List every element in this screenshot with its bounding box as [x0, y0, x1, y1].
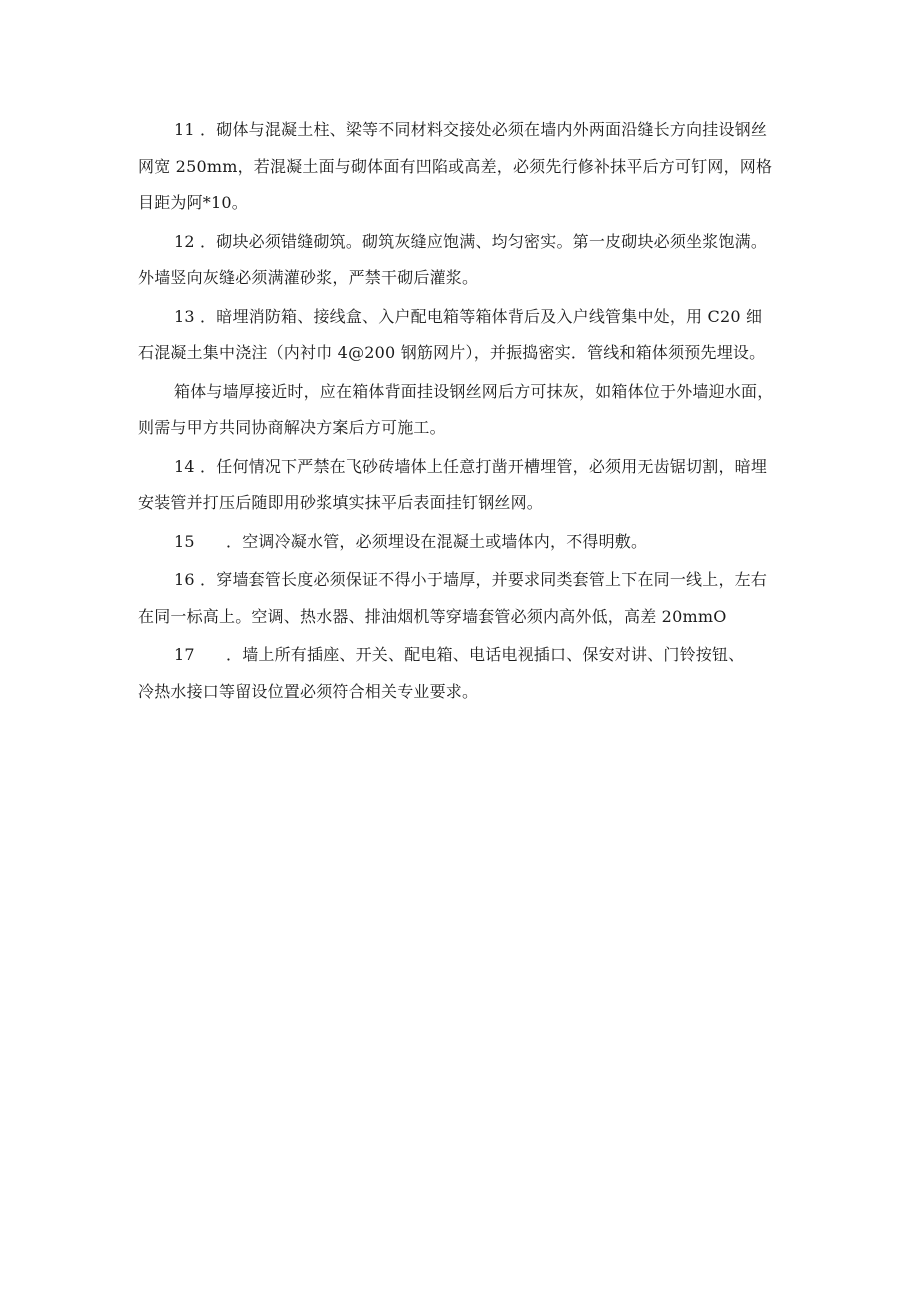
- paragraph-line: 安装管并打压后随即用砂浆填实抹平后表面挂钉钢丝网。: [138, 493, 544, 512]
- item-number: 14: [174, 456, 195, 476]
- line-text: ．任何情况下严禁在飞砂砖墙体上任意打凿开槽埋管，必须用无齿锯切割，暗埋: [194, 456, 768, 476]
- line-text: ．穿墙套管长度必须保证不得小于墙厚，并要求同类套管上下在同一线上，左右: [194, 570, 768, 589]
- paragraph-line: [138, 562, 798, 599]
- paragraph-12: [138, 224, 798, 297]
- line-text: ．空调冷凝水管，必须埋设在混凝土或墙体内，不得明敷。: [226, 531, 648, 551]
- paragraph-line: [138, 637, 798, 674]
- item-number: 17: [174, 645, 195, 664]
- item-number: 12: [174, 231, 195, 251]
- paragraph-line: 箱体与墙厚接近时，应在箱体背面挂设钢丝网后方可抹灰，如箱体位于外墙迎水面，: [174, 381, 774, 401]
- paragraph-13: [138, 299, 798, 372]
- line-text: ．暗埋消防箱、接线盒、入户配电箱等箱体背后及入户线管集中处，用 C20 细: [194, 306, 763, 326]
- line-text: ．砌块必须错缝砌筑。砌筑灰缝应饱满、均匀密实。第一皮砌块必须坐浆饱满。: [194, 231, 768, 251]
- line-text: ．砌体与混凝土柱、梁等不同材料交接处必须在墙内外两面沿缝长方向挂设钢丝: [194, 120, 768, 139]
- paragraph-14: [138, 449, 798, 522]
- paragraph-17: [138, 637, 798, 710]
- item-number: 16: [174, 570, 195, 589]
- paragraph-11: [138, 112, 798, 222]
- paragraph-line: 则需与甲方共同协商解决方案后方可施工。: [138, 418, 446, 437]
- paragraph-15: [138, 524, 798, 561]
- paragraph-16: [138, 562, 798, 635]
- paragraph-line: 目距为阿*10。: [138, 193, 248, 212]
- item-number: 15: [174, 531, 195, 551]
- paragraph-line: [138, 524, 798, 561]
- paragraph-line: 网宽 250mm，若混凝土面与砌体面有凹陷或高差，必须先行修补抹平后方可钉网，网格: [138, 156, 773, 176]
- paragraph-13-continued: [138, 374, 798, 447]
- document-body: [138, 112, 798, 712]
- paragraph-line: [138, 112, 798, 149]
- paragraph-line: [138, 449, 798, 486]
- line-text: ．墙上所有插座、开关、配电箱、电话电视插口、保安对讲、门铃按钮、: [226, 645, 745, 664]
- paragraph-line: 冷热水接口等留设位置必须符合相关专业要求。: [138, 681, 479, 701]
- item-number: 13: [174, 306, 195, 326]
- paragraph-line: 外墙竖向灰缝必须满灌砂浆，严禁干砌后灌浆。: [138, 268, 479, 287]
- paragraph-line: [138, 224, 798, 261]
- paragraph-line: 在同一标高上。空调、热水器、排油烟机等穿墙套管必须内高外低，高差 20mmO: [138, 606, 727, 626]
- paragraph-line: [138, 299, 798, 336]
- item-number: 11: [174, 120, 195, 139]
- paragraph-line: 石混凝土集中浇注（内衬巾 4@200 钢筋网片），并振捣密实．管线和箱体须预先埋设。: [138, 343, 766, 362]
